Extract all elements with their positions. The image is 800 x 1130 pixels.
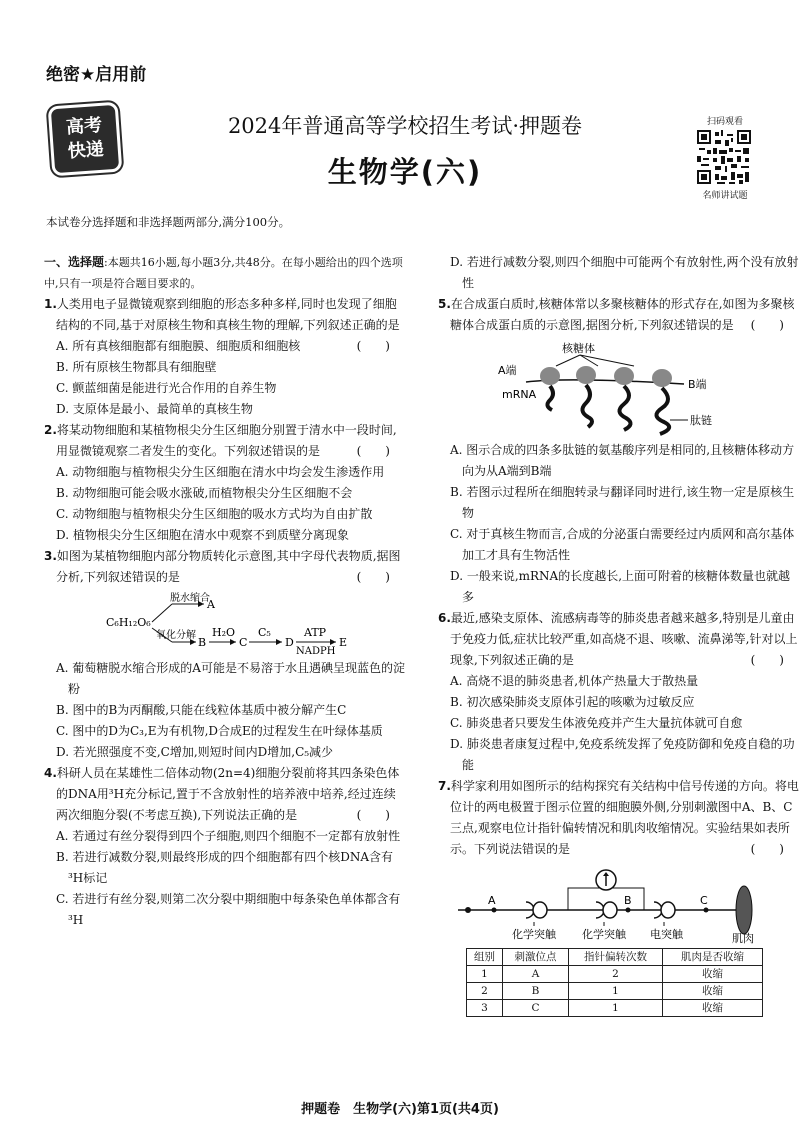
question-number: 7. [438, 779, 451, 793]
option-d: D. 一般来说,mRNA的长度越长,上面可附着的核糖体数量也就越多 [450, 569, 791, 604]
ribosome-icon [540, 367, 560, 385]
question-1 [44, 294, 406, 420]
mrna-label: mRNA [502, 388, 537, 401]
metabolism-diagram [44, 592, 404, 654]
table-cell: B [503, 983, 569, 1000]
option-c: C. 颤蓝细菌是能进行光合作用的自养生物 [56, 381, 277, 395]
section-title: 一、选择题 [44, 255, 105, 269]
option-a: A. 葡萄糖脱水缩合形成的A可能是不易溶于水且遇碘呈现蓝色的淀粉 [56, 661, 405, 696]
table-cell: A [503, 966, 569, 983]
table-cell: 1 [467, 966, 503, 983]
option-a: A. 所有真核细胞都有细胞膜、细胞质和细胞核 [56, 339, 301, 353]
exam-intro: 本试卷分选择题和非选择题两部分,满分100分。 [46, 215, 291, 229]
option-a: A. 高烧不退的肺炎患者,机体产热量大于散热量 [450, 674, 699, 688]
table-header: 组别 [467, 949, 503, 966]
answer-paren: ( ) [356, 570, 390, 584]
stimulus-point-icon [626, 908, 631, 913]
peptide-chain [656, 388, 669, 434]
question-stem: 最近,感染支原体、流感病毒等的肺炎患者越来越多,特别是儿童由于免疫力低,症状比较严重,如高烧不退、咳嗽、流鼻涕等,针对以上现象,下列叙述正确的是 [450, 611, 798, 667]
answer-paren: ( ) [356, 444, 390, 458]
option-a: A. 若通过有丝分裂得到四个子细胞,则四个细胞不一定都有放射性 [56, 829, 401, 843]
qr-code-icon[interactable] [695, 128, 753, 186]
logo-line2: 快递 [67, 138, 105, 163]
option-d: D. 若进行减数分裂,则四个细胞中可能两个有放射性,两个没有放射性 [450, 255, 799, 290]
peptide-chain [582, 385, 592, 427]
table-row [467, 1000, 763, 1017]
question-7 [438, 776, 800, 1017]
question-2 [44, 420, 406, 546]
subject-title: 生物学(六) [327, 155, 483, 189]
option-d: D. 植物根尖分生区细胞在清水中观察不到质壁分离现象 [56, 528, 349, 542]
elec-synapse-label: 电突触 [650, 928, 683, 941]
c5-label: C₅ [258, 626, 271, 639]
oxidation-label: 氧化分解 [156, 630, 196, 641]
arrowhead-icon [230, 639, 236, 645]
option-a: A. 图示合成的四条多肽链的氨基酸序列是相同的,且核糖体移动方向为从A端到B端 [450, 443, 795, 478]
question-number: 4. [44, 766, 57, 780]
option-b: B. 动物细胞可能会吸水涨破,而植物根尖分生区细胞不会 [56, 486, 353, 500]
table-cell: 收缩 [663, 966, 763, 983]
node-b: B [198, 636, 207, 649]
option-c: C. 图中的D为C₃,E为有机物,D合成E的过程发生在叶绿体基质 [56, 724, 383, 738]
dehydration-label: 脱水缩合 [170, 593, 210, 604]
chem-synapse-label-2: 化学突触 [582, 928, 626, 941]
table-header: 肌肉是否收缩 [663, 949, 763, 966]
option-d: D. 若光照强度不变,C增加,则短时间内D增加,C₅减少 [56, 745, 334, 759]
stimulus-point-icon [492, 908, 497, 913]
table-row [467, 983, 763, 1000]
question-number: 5. [438, 297, 451, 311]
question-number: 6. [438, 611, 451, 625]
table-cell: 收缩 [663, 983, 763, 1000]
question-stem: 将某动物细胞和某植物根尖分生区细胞分别置于清水中一段时间,用显微镜观察二者发生的变化。下列叙述错误的是 [56, 423, 397, 458]
answer-paren: ( ) [750, 842, 784, 856]
table-header: 指针偏转次数 [569, 949, 663, 966]
peptide-chain [619, 386, 630, 430]
table-cell: C [503, 1000, 569, 1017]
stimulus-point-icon [704, 908, 709, 913]
brand-logo [48, 102, 123, 177]
point-c-label: C [700, 894, 708, 907]
option-b: B. 图中的B为丙酮酸,只能在线粒体基质中被分解产生C [56, 703, 347, 717]
synapse-icon [603, 902, 617, 918]
peptide-chain [547, 386, 553, 410]
question-6 [438, 608, 800, 776]
option-c: C. 肺炎患者只要发生体液免疫并产生大量抗体就可自愈 [450, 716, 743, 730]
exam-title: 2024年普通高等学校招生考试·押题卷 [227, 114, 583, 138]
table-cell: 2 [569, 966, 663, 983]
synapse-diagram [438, 864, 798, 944]
nadph-label: NADPH [296, 646, 336, 654]
table-cell: 1 [569, 983, 663, 1000]
glucose-label: C₆H₁₂O₆ [106, 616, 151, 629]
node-e: E [339, 636, 348, 649]
answer-paren: ( ) [750, 653, 784, 667]
node-a: A [207, 598, 215, 611]
arrowhead-icon [330, 639, 336, 645]
polyribosome-diagram [438, 340, 798, 436]
muscle-label: 肌肉 [732, 932, 754, 944]
arrowhead-icon [276, 639, 282, 645]
table-header-row [467, 949, 763, 966]
node-d: D [285, 636, 294, 649]
option-c: C. 对于真核生物而言,合成的分泌蛋白需要经过内质网和高尔基体加工才具有生物活性 [450, 527, 795, 562]
table-cell: 3 [467, 1000, 503, 1017]
option-a: A. 动物细胞与植物根尖分生区细胞在清水中均会发生渗透作用 [56, 465, 385, 479]
ribosome-icon [614, 367, 634, 385]
ribosome-label: 核糖体 [562, 342, 595, 355]
synapse-icon [661, 902, 675, 918]
section-header [44, 252, 406, 294]
option-b: B. 所有原核生物都具有细胞壁 [56, 360, 217, 374]
ribosome-icon [652, 369, 672, 387]
table-cell: 1 [569, 1000, 663, 1017]
peptide-label: 肽链 [690, 414, 712, 427]
question-number: 1. [44, 297, 57, 311]
option-d: D. 肺炎患者康复过程中,免疫系统发挥了免疫防御和免疫自稳的功能 [450, 737, 795, 772]
logo-line1: 高考 [65, 114, 103, 139]
a-end-label: A端 [498, 364, 517, 377]
results-table [466, 948, 763, 1017]
question-stem: 科学家利用如图所示的结构探究有关结构中信号传递的方向。将电位计的两电极置于图示位置的细胞膜外侧,分别刺激图中A、B、C三点,观察电位计指针偏转情况和肌肉收缩情况。实验结果如表所示。下列说法错误的是 [450, 779, 799, 856]
option-b: B. 若进行减数分裂,则最终形成的四个细胞都有四个核DNA含有³H标记 [56, 850, 394, 885]
point-b-label: B [624, 894, 632, 907]
node-c: C [239, 636, 248, 649]
question-5 [438, 294, 800, 608]
left-column [44, 252, 406, 931]
answer-paren: ( ) [750, 318, 784, 332]
muscle-icon [736, 886, 752, 934]
question-stem: 在合成蛋白质时,核糖体常以多聚核糖体的形式存在,如图为多聚核糖体合成蛋白质的示意图,据图分析,下列叙述错误的是 [450, 297, 795, 332]
option-c: C. 若进行有丝分裂,则第二次分裂中期细胞中每条染色单体都含有³H [56, 892, 401, 927]
option-c: C. 动物细胞与植物根尖分生区细胞的吸水方式均为自由扩散 [56, 507, 373, 521]
ribosome-icon [576, 366, 596, 384]
option-b: B. 若图示过程所在细胞转录与翻译同时进行,该生物一定是原核生物 [450, 485, 795, 520]
qr-caption-bottom: 名师讲试题 [702, 191, 748, 201]
table-cell: 收缩 [663, 1000, 763, 1017]
point-a-label: A [488, 894, 496, 907]
question-stem: 科研人员在某雄性二倍体动物(2n=4)细胞分裂前将其四条染色体的DNA用³H充分标记,置于不含放射性的培养液中培养,经过连续两次细胞分裂(不考虑互换),下列说法正确的是 [56, 766, 400, 822]
confidential-label: 绝密★启用前 [46, 65, 147, 85]
atp-label: ATP [304, 626, 327, 639]
question-3 [44, 546, 406, 763]
qr-caption-top: 扫码观看 [706, 117, 743, 127]
pointer-line [556, 355, 580, 366]
option-d: D. 支原体是最小、最简单的真核生物 [56, 402, 253, 416]
question-number: 3. [44, 549, 57, 563]
question-stem: 如图为某植物细胞内部分物质转化示意图,其中字母代表物质,据图分析,下列叙述错误的是 [56, 549, 401, 584]
question-4 [44, 763, 406, 931]
chem-synapse-label-1: 化学突触 [512, 928, 556, 941]
section-instructions: :本题共16小题,每小题3分,共48分。在每小题给出的四个选项中,只有一项是符合题目要求的。 [44, 256, 403, 290]
question-stem: 人类用电子显微镜观察到细胞的形态多种多样,同时也发现了细胞结构的不同,基于对原核生物和真核生物的理解,下列叙述正确的是 [56, 297, 400, 332]
option-b: B. 初次感染肺炎支原体引起的咳嗽为过敏反应 [450, 695, 695, 709]
question-number: 2. [44, 423, 57, 437]
neuron-end-icon [465, 907, 471, 913]
table-header: 刺激位点 [503, 949, 569, 966]
page-footer: 押题卷 生物学(六)第1页(共4页) [301, 1102, 499, 1117]
synapse-icon [533, 902, 547, 918]
answer-paren: ( ) [356, 339, 390, 353]
arrow-line [152, 604, 172, 622]
table-cell: 2 [467, 983, 503, 1000]
right-column [438, 252, 800, 1017]
b-end-label: B端 [688, 378, 707, 391]
table-row [467, 966, 763, 983]
answer-paren: ( ) [356, 808, 390, 822]
h2o-label: H₂O [212, 626, 236, 639]
